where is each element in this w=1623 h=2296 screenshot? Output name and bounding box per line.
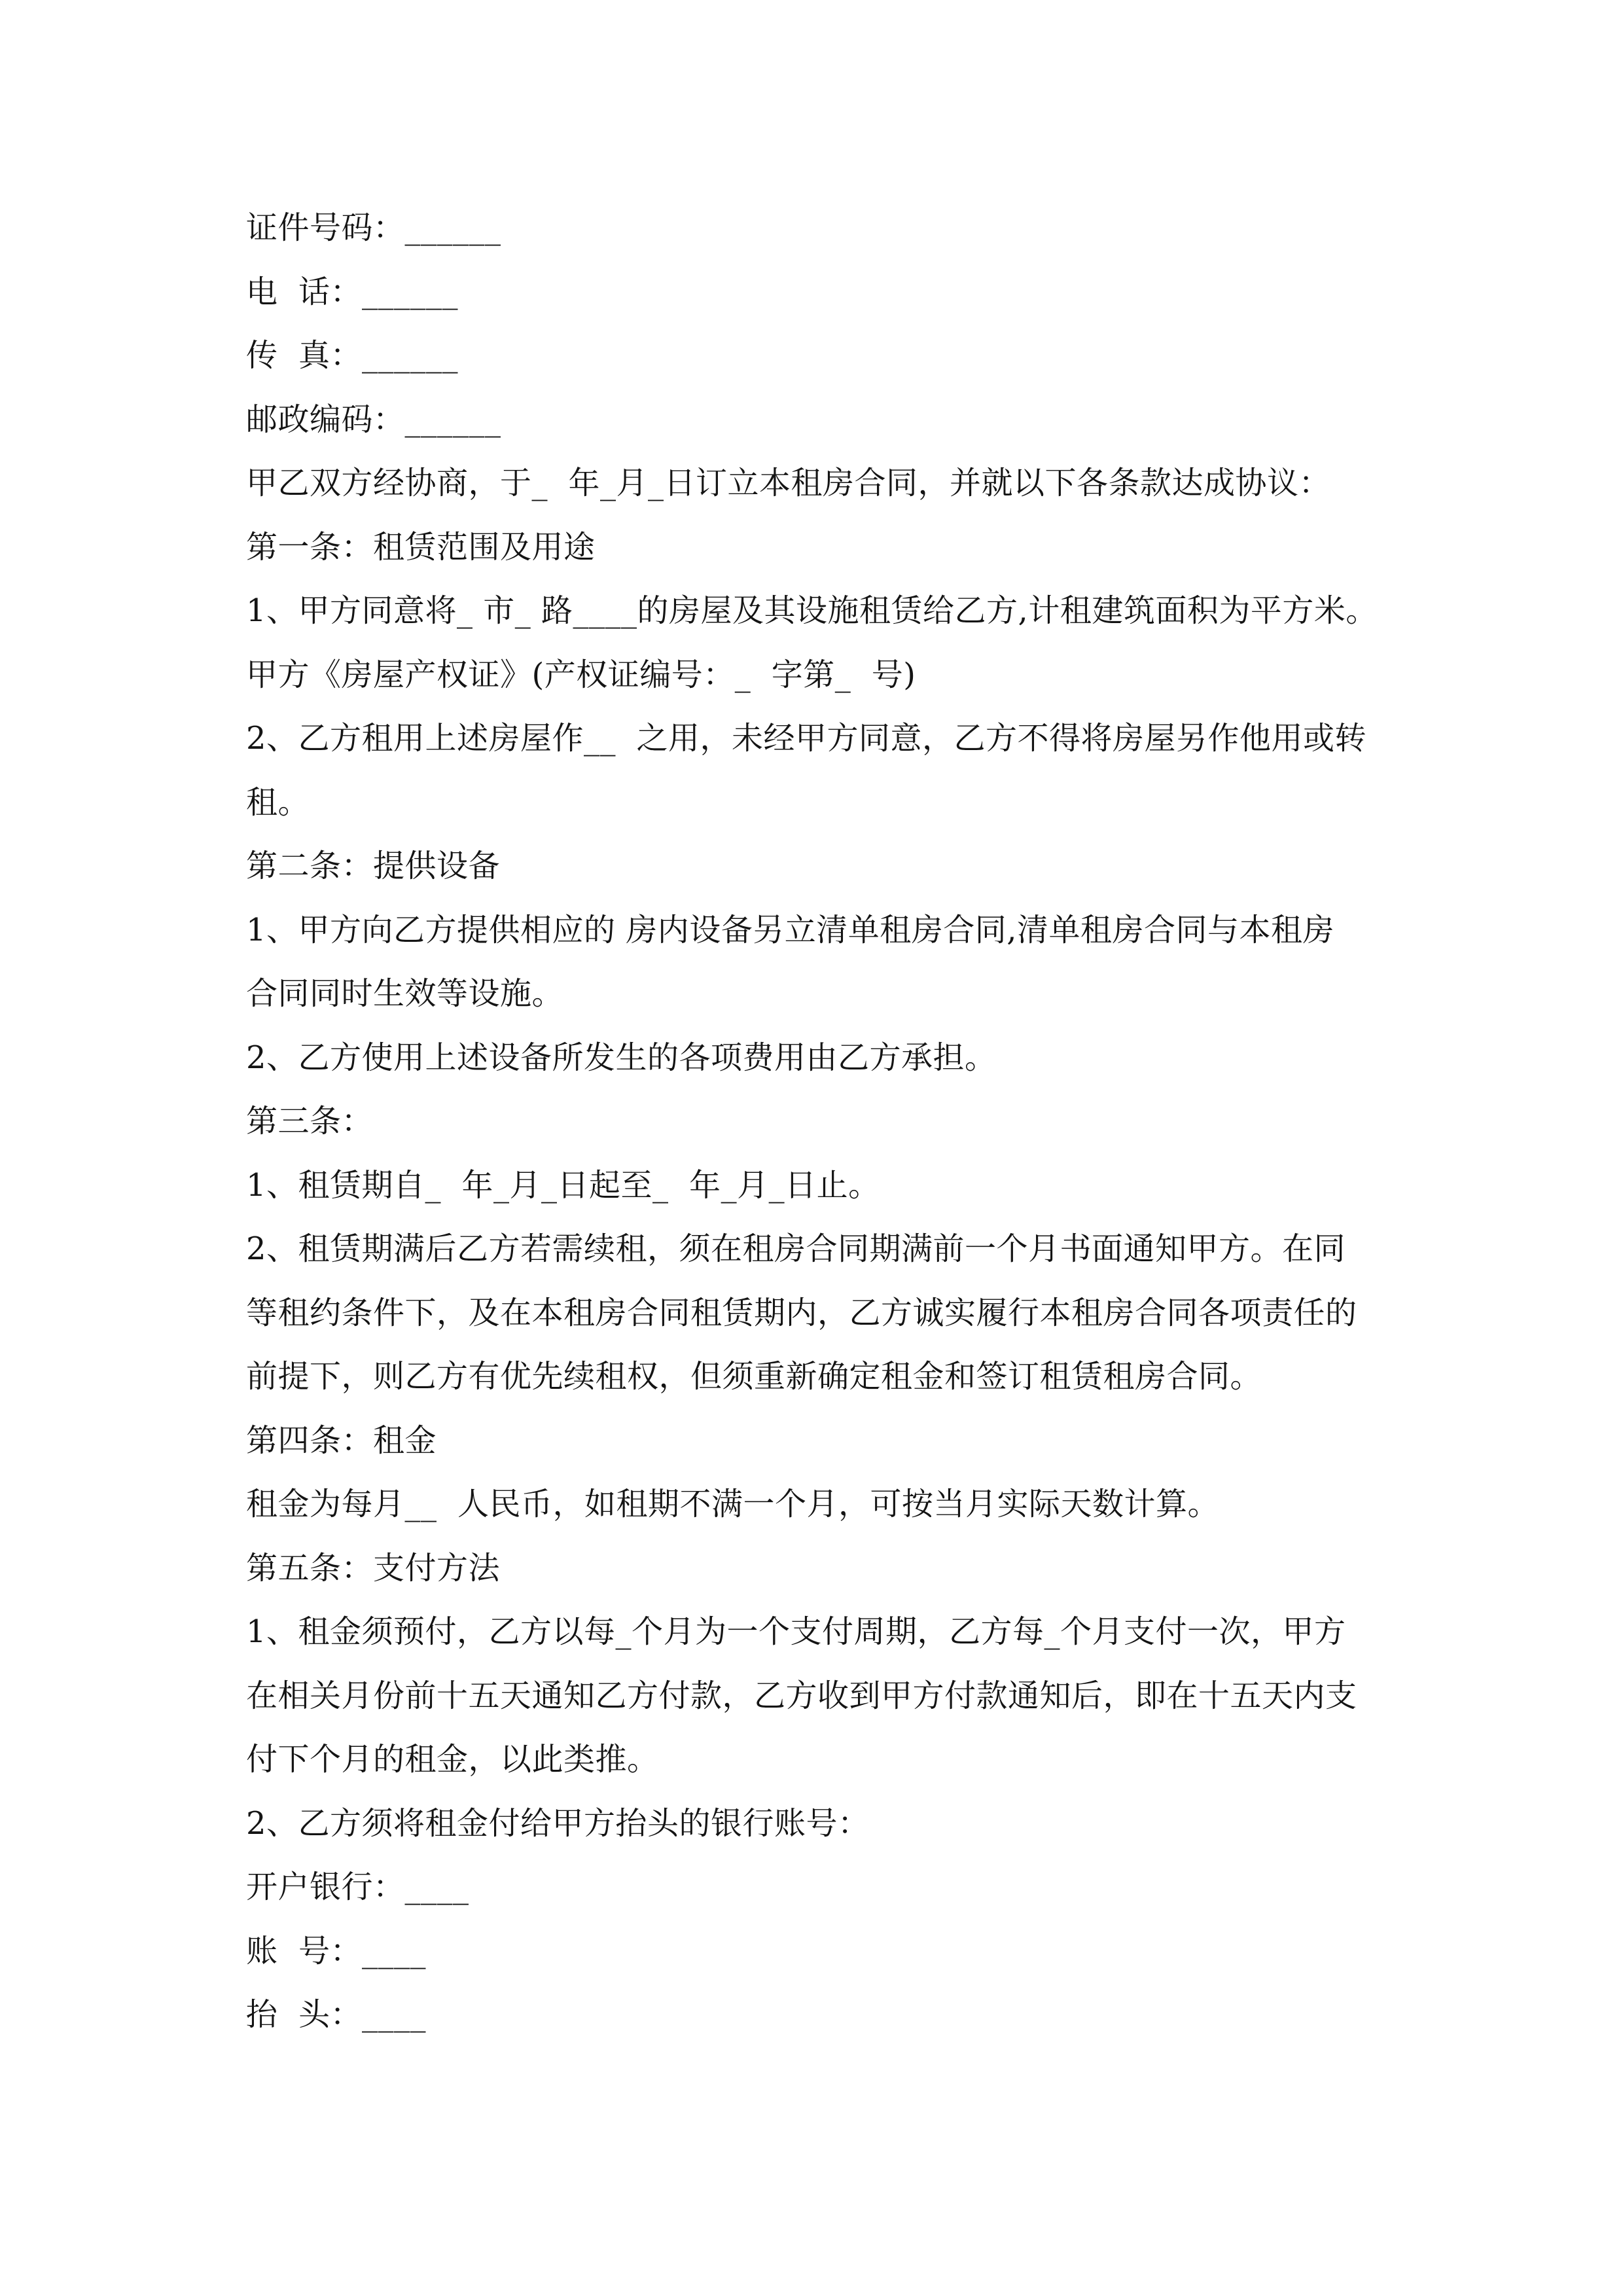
article-4-rent: 租金为每月__ 人民币，如租期不满一个月，可按当月实际天数计算。 xyxy=(246,1486,1220,1522)
article-3-clause-1: 1、租赁期自_ 年_月_日起至_ 年_月_日止。 xyxy=(246,1166,880,1204)
article-1-clause-1: 1、甲方同意将_ 市_ 路____的房屋及其设施租赁给乙方,计租建筑面积为平方米。 xyxy=(246,592,1378,629)
bank-name-field: 开户银行：____ xyxy=(246,1869,469,1905)
fax-field: 传 真：______ xyxy=(246,337,459,374)
article-1-clause-2-cont: 租。 xyxy=(246,783,310,821)
article-5-clause-1: 1、租金须预付，乙方以每_个月为一个支付周期，乙方每_个月支付一次，甲方 xyxy=(246,1613,1346,1650)
payee-title-field: 抬 头：____ xyxy=(246,1996,427,2033)
article-3-clause-2: 2、租赁期满后乙方若需续租，须在租房合同期满前一个月书面通知甲方。在同 xyxy=(246,1230,1346,1267)
article-3-clause-2-cont-2: 前提下，则乙方有优先续租权，但须重新确定租金和签订租赁租房合同。 xyxy=(246,1358,1262,1395)
id-number-field: 证件号码：______ xyxy=(246,209,501,246)
article-2-clause-1-cont: 合同同时生效等设施。 xyxy=(246,975,564,1012)
article-2-heading: 第二条：提供设备 xyxy=(246,848,501,884)
article-2-clause-2: 2、乙方使用上述设备所发生的各项费用由乙方承担。 xyxy=(246,1039,997,1076)
contract-body xyxy=(246,196,1398,2047)
article-5-clause-1-cont-1: 在相关月份前十五天通知乙方付款，乙方收到甲方付款通知后，即在十五天内支 xyxy=(246,1677,1357,1714)
article-1-clause-2: 2、乙方租用上述房屋作__ 之用，未经甲方同意，乙方不得将房屋另作他用或转 xyxy=(246,720,1367,757)
article-1-heading: 第一条：租赁范围及用途 xyxy=(246,528,596,565)
account-number-field: 账 号：____ xyxy=(246,1932,427,1969)
article-4-heading: 第四条：租金 xyxy=(246,1422,437,1459)
article-5-clause-2: 2、乙方须将租金付给甲方抬头的银行账号： xyxy=(246,1804,870,1842)
agreement-intro: 甲乙双方经协商，于_ 年_月_日订立本租房合同，并就以下各条款达成协议： xyxy=(246,465,1331,501)
article-3-clause-2-cont-1: 等租约条件下，及在本租房合同租赁期内，乙方诚实履行本租房合同各项责任的 xyxy=(246,1294,1357,1331)
article-5-heading: 第五条：支付方法 xyxy=(246,1549,501,1587)
article-1-property-cert: 甲方《房屋产权证》(产权证编号：_ 字第_ 号) xyxy=(246,656,916,693)
article-2-clause-1: 1、甲方向乙方提供相应的 房内设备另立清单租房合同,清单租房合同与本租房 xyxy=(246,911,1335,948)
article-5-clause-1-cont-2: 付下个月的租金，以此类推。 xyxy=(246,1741,659,1778)
phone-field: 电 话：______ xyxy=(246,273,459,310)
article-3-heading: 第三条： xyxy=(246,1103,374,1139)
postal-code-field: 邮政编码：______ xyxy=(246,401,501,438)
